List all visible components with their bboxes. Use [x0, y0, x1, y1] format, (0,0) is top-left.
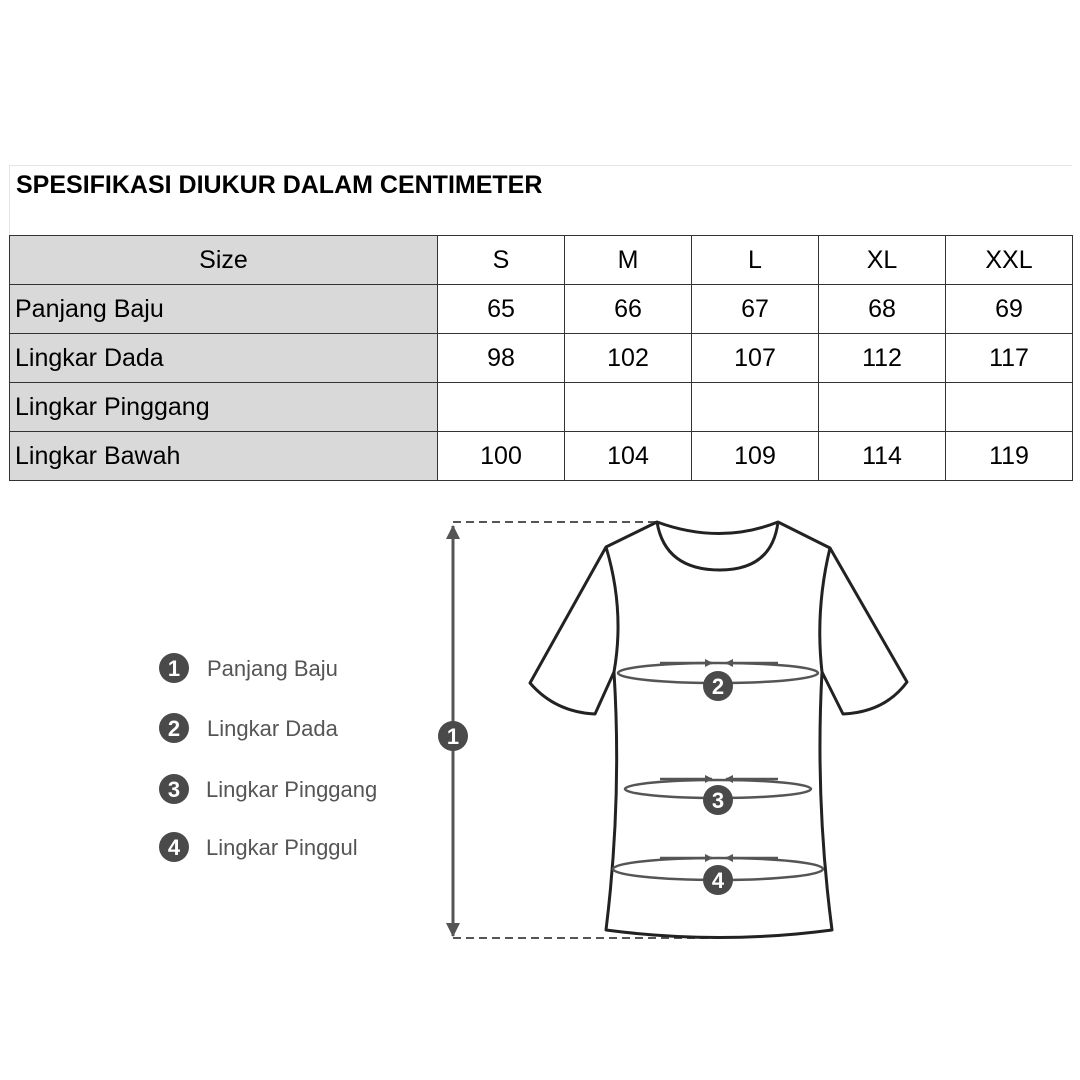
legend-item: [159, 832, 358, 862]
row-label: Lingkar Bawah: [10, 432, 438, 481]
cell: 107: [692, 334, 819, 383]
svg-text:3: 3: [711, 788, 725, 813]
cell: 104: [565, 432, 692, 481]
cell: 100: [438, 432, 565, 481]
legend-item: [159, 774, 377, 804]
svg-text:4: 4: [711, 868, 725, 893]
cell: 112: [819, 334, 946, 383]
cell: 119: [946, 432, 1073, 481]
legend-label: Lingkar Pinggang: [206, 777, 378, 802]
legend-num: 3: [167, 777, 181, 802]
header-cell: Size: [10, 236, 438, 285]
legend-label: Lingkar Dada: [207, 716, 338, 741]
svg-text:1: 1: [446, 724, 460, 749]
header-cell: XXL: [946, 236, 1073, 285]
cell: 114: [819, 432, 946, 481]
cell: 109: [692, 432, 819, 481]
legend-num: 4: [167, 835, 181, 860]
legend-num: 2: [167, 716, 181, 741]
legend-label: Panjang Baju: [207, 656, 338, 681]
row-label: Lingkar Pinggang: [10, 383, 438, 432]
legend-item: [159, 653, 338, 683]
header-cell: L: [692, 236, 819, 285]
legend-num: 1: [167, 656, 181, 681]
page-title: SPESIFIKASI DIUKUR DALAM CENTIMETER: [16, 171, 543, 199]
row-label: Lingkar Dada: [10, 334, 438, 383]
row-label: Panjang Baju: [10, 285, 438, 334]
cell: 67: [692, 285, 819, 334]
cell: 65: [438, 285, 565, 334]
header-cell: S: [438, 236, 565, 285]
header-cell: M: [565, 236, 692, 285]
cell: 66: [565, 285, 692, 334]
legend-item: [159, 713, 339, 743]
svg-text:2: 2: [711, 674, 725, 699]
cell: 69: [946, 285, 1073, 334]
cell: 98: [438, 334, 565, 383]
legend: [159, 653, 377, 862]
cell: 117: [946, 334, 1073, 383]
cell: 102: [565, 334, 692, 383]
header-cell: XL: [819, 236, 946, 285]
legend-label: Lingkar Pinggul: [206, 835, 358, 860]
cell: 68: [819, 285, 946, 334]
